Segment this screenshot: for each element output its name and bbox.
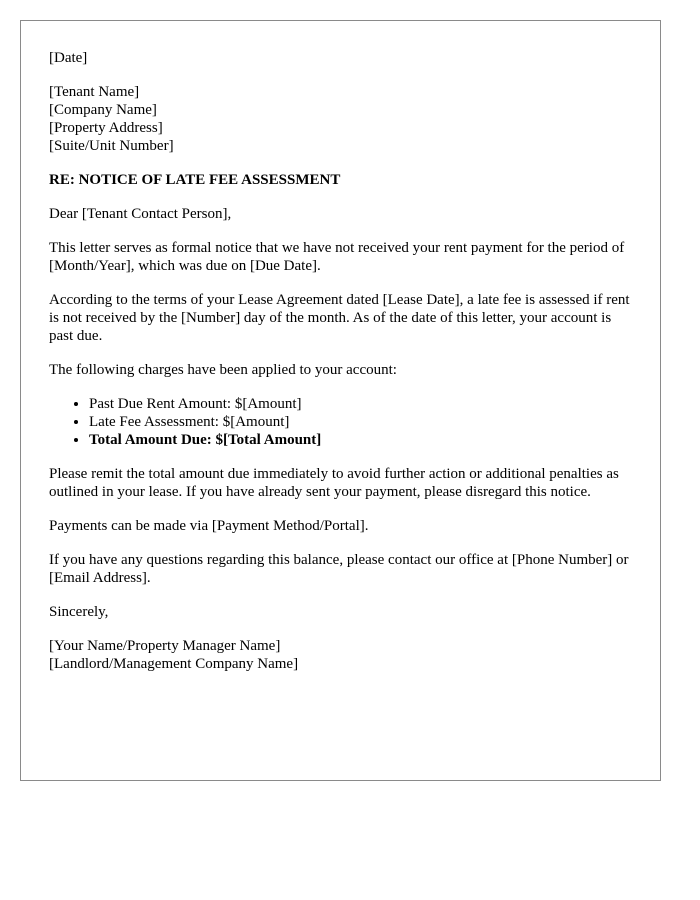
sign-off: Sincerely, [49, 604, 109, 620]
property-address: [Property Address] [49, 120, 163, 136]
paragraph-notice: This letter serves as formal notice that we have not received your rent payment for the period of [Month/Year], which was due on [Due Date]. [49, 240, 625, 274]
company-name: [Company Name] [49, 102, 157, 118]
signer-name: [Your Name/Property Manager Name] [49, 638, 281, 654]
letter-date: [Date] [49, 50, 88, 66]
suite-unit-number: [Suite/Unit Number] [49, 138, 174, 154]
signature-block [49, 637, 632, 673]
list-item-past-due-rent: • Past Due Rent Amount: $[Amount] [89, 395, 632, 413]
letter-page [20, 20, 661, 781]
salutation: Dear [Tenant Contact Person], [49, 206, 232, 222]
charges-list [49, 395, 632, 449]
paragraph-charges-intro: The following charges have been applied to your account: [49, 362, 397, 378]
recipient-block [49, 83, 632, 155]
list-item-total-due: • Total Amount Due: $[Total Amount] [89, 431, 632, 449]
paragraph-contact: If you have any questions regarding this balance, please contact our office at [Phone Number] or [Email Address]. [49, 552, 629, 586]
paragraph-lease-terms: According to the terms of your Lease Agreement dated [Lease Date], a late fee is assessed if rent is not received by the [Number] day of the month. As of the date of this letter, your account is past due. [49, 292, 630, 344]
list-item-late-fee: • Late Fee Assessment: $[Amount] [89, 413, 632, 431]
tenant-name: [Tenant Name] [49, 84, 140, 100]
paragraph-remit: Please remit the total amount due immediately to avoid further action or additional penalties as outlined in your lease. If you have already sent your payment, please disregard this notice. [49, 466, 619, 500]
signer-company: [Landlord/Management Company Name] [49, 656, 299, 672]
subject-line: RE: NOTICE OF LATE FEE ASSESSMENT [49, 172, 341, 188]
paragraph-payment-method: Payments can be made via [Payment Method/Portal]. [49, 518, 369, 534]
